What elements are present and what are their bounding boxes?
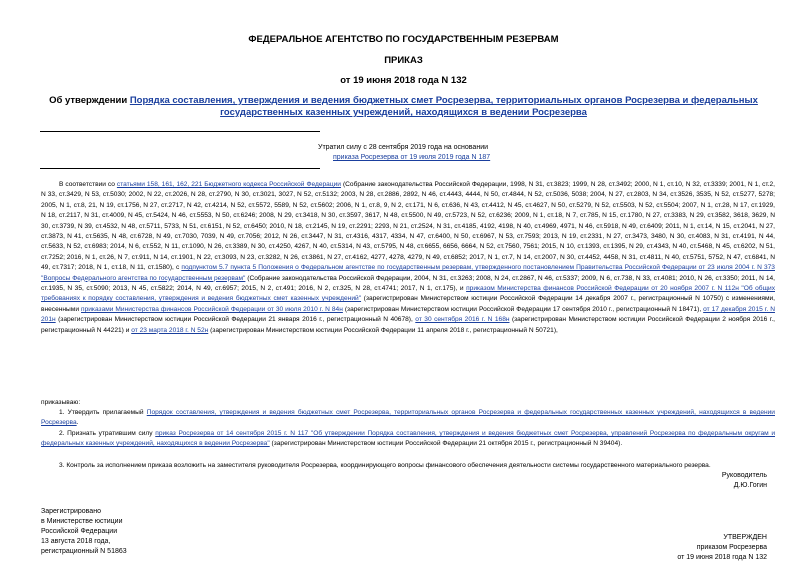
registration-line: в Министерстве юстиции [41,518,123,525]
signer-name: Д.Ю.Гогин [733,482,767,489]
signature-block [722,471,767,491]
text-span: (зарегистрирован Министерством юстиции Российской Федерации 17 сентября 2010 г., регистрационный N 18471), [342,305,704,313]
text-span: (зарегистрирован Министерством юстиции Российской Федерации 21 октября 2015 г., регистрационный N 39404). [269,440,623,448]
approval-line: УТВЕРЖДЕН [723,534,767,541]
registration-block [41,507,127,557]
document-date-number: от 19 июня 2018 года N 132 [340,75,467,86]
approval-stamp [677,533,767,563]
text-span: . [76,419,79,427]
repeal-order-link[interactable]: приказа Росрезерва от 19 июля 2019 года N 187 [333,154,491,161]
text-span: В соответствии со [59,181,117,188]
order-item-1 [41,408,775,429]
text-span: (зарегистрирован Министерством юстиции Российской Федерации 11 апреля 2018 г., регистрационный N 50721), [208,326,558,334]
subject-link[interactable]: Порядка составления, утверждения и ведения бюджетных смет Росрезерва, территориальных органов Росрезерва и федеральных государственных казенных учреждений, находящихся в ведении Росрезерва [129,95,758,118]
registration-line: Зарегистрировано [41,508,101,515]
signer-position: Руководитель [721,472,767,479]
minfin-168n-link[interactable]: от 30 сентября 2016 г. N 168н [415,316,510,324]
minfin-84n-link[interactable]: приказами Министерства финансов Российской Федерации от 30 июля 2010 г. N 84н [81,305,343,313]
minfin-52n-link[interactable]: от 23 марта 2018 г. N 52н [131,326,209,334]
separator-line [40,168,320,169]
order-item-3: 3. Контроль за исполнением приказа возложить на заместителя руководителя Росрезерва, координирующего вопросы финансового обеспечения деятельности системы государственного материального резерва. [59,462,711,469]
status-note-text: Утратил силу с 28 сентября 2019 года на основании [318,144,489,151]
text-span: 2. Признать утратившим силу [59,430,156,437]
text-span: (Собрание законодательства Российской Федерации, 2004, N 31, ст.3263; 2008, N 24, ст.2867, N 46, ст.5337; 2009, N 6, ст.738, N 33, ст.4081; 2010, N 26, ст.3350; 2011, N 14, ст.1935, N 35, ст.5090; 2013, N 45, ст.5822; 2014, N 49, ст.6957; 2015, N 2, ст.491; 2016, N 2, ст.325, N 28, ст.4741; 2017, N 1, ст.175), и [41,274,775,293]
order-item-2 [41,429,775,450]
text-span: (зарегистрирован Министерством юстиции Российской Федерации 14 декабря 2007 г., регистрационный N 10750) с изменениями, внесенными [41,295,776,313]
text-span: (зарегистрирован Министерством юстиции Российской Федерации 21 января 2016 г., регистрационный N 40678), [55,316,416,324]
subject-prefix: Об утверждении [49,95,130,106]
minfin-201n-link[interactable]: от 17 декабря 2015 г. N 201н [41,305,775,324]
text-span: (Собрание законодательства Российской Федерации, 1998, N 31, ст.3823; 1999, N 28, ст.3492; 2000, N 1, ст.10, N 32, ст.3339; 2001, N 1, ст.2, N 33, ст.3429, N 53, ст.5030; 2002, N 22, ст.2026, N 28, ст.2790, N 30, ст.3021, 3027, N 52, ст.5132; 2003, N 28, ст.2886, 2892, N 46, ст.4443, 4444, N 50, ст.4844, N 52, ст.5036, 5038; 2004, N 27, ст.2803, N 34, ст.3526, 3535, N 52, ст.5277, 5278; 2005, N 1, ст.8, 21, N 19, ст.1756, N 27, ст.2717, N 42, ст.4214, N 52, ст.5572, 5589, N 52, ст.5602; 2006, N 1, ст.8, 9, N 2, ст.171, N 6, ст.636, N 43, ст.4412, N 45, ст.4627, N 50, ст.5279, N 52, ст.5503, N 52, ст.5504; 2007, N 1, ст.28, N 17, ст.1929, N 18, ст.2117, N 31, ст.4009, N 45, ст.5424, N 46, ст.5553, N 50, ст.6246; 2008, N 29, ст.3418, N 30, ст.3597, 3617, N 48, ст.5500, N 49, ст.5723, N 52, ст.6236; 2009, N 1, ст.18, N 7, ст.785, N 15, ст.1780, N 27, ст.3383, N 29, ст.3582, 3618, 3629, N 30, ст.3739, N 39, ст.4532, N 48, ст.5711, 5733, N 51, ст.6151, N 52, ст.6450; 2010, N 18, ст.2145, N 19, ст.2291; 2293, N 21, ст.2524, N 31, ст.4185, 4192, 4198, N 40, ст.4969, 4971, N 46, ст.5918, N 49, ст.6409; 2011, N 1, ст.14, N 15, ст.2041, N 27, ст.3873, N 41, ст.5635, N 48, ст.6728, N 49, ст.7030, 7039, N 49, ст.7056; 2012, N 26, ст.3447, N 31, ст.4316, 4317, 4334, N 47, ст.6400, N 50, ст.6967, N 53, ст.7593; 2013, N 19, ст.2331, N 27, ст.3473, 3480, N 30, ст.4083, N 31, ст.4191, N 44, ст.5633, N 52, ст.6983; 2014, N 6, ст.552, N 11, ст.1090, N 26, ст.3389, N 30, ст.4250, 4267, N 40, ст.5314, N 43, ст.5795, N 48, ст.6655, 6656, 6664, N 52, ст.7560, 7561; 2015, N 10, ст.1393, ст.1395, N 29, ст.4343, N 40, ст.5468, N 45, ст.6202, N 51, ст.7252; 2016, N 1, ст.26, N 7, ст.911, N 14, ст.1901, N 22, ст.3093, N 23, ст.3282, N 26, ст.3861, N 27, ст.4162, 4277, 4278, 4279, N 49, ст.6852; 2017, N 1, ст.7, N 14, ст.2007, N 30, ст.4452, 4458, N 31, ст.4811, N 40, ст.5751, 5752, N 47, ст.6841, N 49, ст.7317; 2018, N 1, ст.18, N 11, ст.1580), с [41,181,775,272]
document-type: ПРИКАЗ [384,55,423,66]
status-note [318,143,490,163]
approval-line: приказом Росрезерва [696,544,767,551]
agency-name: ФЕДЕРАЛЬНОЕ АГЕНТСТВО ПО ГОСУДАРСТВЕННЫМ РЕЗЕРВАМ [248,34,559,45]
procedure-link[interactable]: Порядок составления, утверждения и ведения бюджетных смет Росрезерва, территориальных органов Росрезерва и федеральных государственных казенных учреждений, находящихся в ведении Росрезерва [41,409,775,427]
separator-line [40,131,320,132]
text-span: (зарегистрирован Министерством юстиции Российской Федерации 2 ноября 2016 г., регистрационный N 44221) и [41,316,775,334]
order-word: приказываю: [41,399,81,406]
repealed-order-link[interactable]: приказ Росрезерва от 14 сентября 2015 г. N 117 "Об утверждении Порядка составления, утверждения и ведения бюджетных смет Росрезерва, управлений Росрезерва по федеральным округам и федеральных казенных учреждений, находящихся в ведении Росрезерва" [41,430,776,448]
budget-code-link[interactable]: статьями 158, 161, 162, 221 Бюджетного кодекса Российской Федерации [116,181,341,188]
minfin-order-link[interactable]: приказом Министерства финансов Российской Федерации от 20 ноября 2007 г. N 112н "Об общих требованиях к порядку составления, утверждения и ведения бюджетных смет казенных учреждений" [41,285,775,303]
document-subject [40,95,767,119]
registration-line: Российской Федерации [41,528,118,535]
registration-line: регистрационный N 51863 [41,548,127,555]
preamble-paragraph [41,180,775,336]
registration-line: 13 августа 2018 года, [41,538,111,545]
approval-line: от 19 июня 2018 года N 132 [677,554,767,561]
regulation-link[interactable]: подпунктом 5.7 пункта 5 Положения о Федеральном агентстве по государственным резервам, утвержденного постановлением Правительства Российской Федерации от 23 июля 2004 г. N 373 "Вопросы Федерального агентства по государственным резервам" [41,264,775,282]
text-span: 1. Утвердить прилагаемый [59,409,147,416]
